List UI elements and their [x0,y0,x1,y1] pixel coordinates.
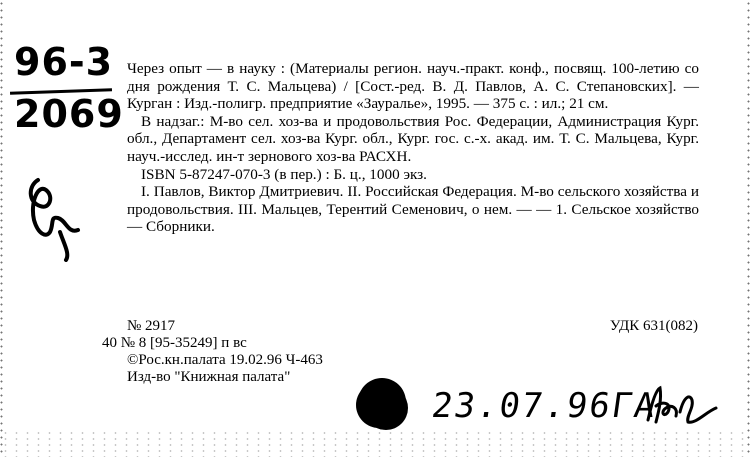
bibliographic-description [127,60,699,236]
udk-code: УДК 631(082) [609,318,698,334]
isbn-line: ISBN 5-87247-070-3 (в пер.) : Б. ц., 1000 экз. [141,165,427,183]
ink-blot [358,378,406,426]
publisher-line: Изд-во "Книжная палата" [127,369,291,385]
tracings: I. Павлов, Виктор Дмитриевич. II. Российская Федерация. М-во сельского хозяйства и продовольствия. III. Мальцев, Терентий Семенович, о нем. — — 1. Сельское хозяйство — Сборники. [127,183,699,236]
handwritten-scribble-icon [20,172,90,262]
handwritten-signature-icon [642,382,722,432]
left-edge-speckle [0,0,3,457]
handwritten-date: 23.07.96ГА [429,386,660,426]
scan-noise [0,430,750,457]
registration-line: 40 № 8 [95-35249] п вс [102,335,247,351]
header-note: В надзаг.: М-во сел. хоз-ва и продовольствия Рос. Федерации, Администрация Кург. обл., Департамент сел. хоз-ва Кург. обл., Кург. гос. с.-х. акад. им. Т. С. Мальцева, Кург. науч.-исслед. ин-т зернового хоз-ва РАСХН. [127,112,699,165]
chamber-stamp-line: ©Рос.кн.палата 19.02.96 Ч-463 [127,352,323,368]
shelf-mark-bottom: 2069 [14,92,124,136]
record-number: № 2917 [127,318,176,334]
shelf-mark-top: 96-3 [14,40,114,84]
title-entry: Через опыт — в науку : (Материалы регион. науч.-практ. конф., посвящ. 100-летию со дня рождения Т. С. Мальцева) / [Сост.-ред. В. Д. Павлов, А. С. Степановских]. — Курган : Изд.-полигр. предприятие «Зауралье», 1995. — 375 с. : ил.; 21 см. [127,60,699,113]
